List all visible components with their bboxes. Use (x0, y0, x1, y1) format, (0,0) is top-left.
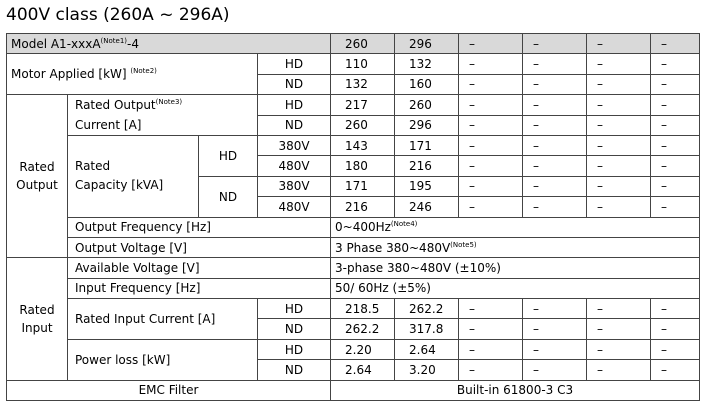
voltage-label: 480V (258, 156, 331, 176)
cell: 3.20 (395, 360, 459, 380)
mode-label: ND (258, 319, 331, 339)
cell: 110 (331, 54, 395, 74)
cell: – (523, 339, 587, 359)
cell: 216 (395, 156, 459, 176)
output-frequency-label: Output Frequency [Hz] (68, 217, 331, 237)
cell: 132 (395, 54, 459, 74)
cell: – (523, 299, 587, 319)
cell: 132 (331, 74, 395, 94)
cell: – (651, 74, 700, 94)
cell: – (651, 156, 700, 176)
cell: – (459, 176, 523, 196)
cell: – (587, 360, 651, 380)
cell: – (523, 135, 587, 155)
emc-label: EMC Filter (7, 380, 331, 400)
cell: 260 (331, 115, 395, 135)
mode-label: ND (258, 115, 331, 135)
rated-input-group-label: Rated Input (7, 258, 68, 380)
mode-label: ND (258, 360, 331, 380)
cell: – (651, 197, 700, 217)
cell: – (523, 319, 587, 339)
cell: 217 (331, 95, 395, 115)
cell: – (459, 54, 523, 74)
cell: 296 (395, 34, 459, 54)
cell: 171 (395, 135, 459, 155)
cell: 2.20 (331, 339, 395, 359)
cell: – (459, 156, 523, 176)
available-voltage-row (7, 258, 700, 278)
model-row (7, 34, 700, 54)
cell: – (587, 34, 651, 54)
cell: – (523, 156, 587, 176)
cell: – (459, 34, 523, 54)
cell: – (459, 299, 523, 319)
cell: – (651, 319, 700, 339)
cell: – (587, 156, 651, 176)
output-voltage-value: 3 Phase $380\sim 480V^{(Note5)}$ (331, 237, 700, 257)
mode-label: HD (258, 95, 331, 115)
cell: – (587, 54, 651, 74)
cell: – (587, 176, 651, 196)
cell: 143 (331, 135, 395, 155)
cell: – (459, 135, 523, 155)
spec-table (6, 33, 700, 401)
rated-output-current-nd (7, 115, 700, 135)
cell: 216 (331, 197, 395, 217)
cell: – (459, 95, 523, 115)
rated-capacity-label: Rated Capacity [kVA] (68, 135, 199, 217)
output-voltage-label: Output Voltage [V] (68, 237, 331, 257)
cell: – (523, 360, 587, 380)
cell: 260 (395, 95, 459, 115)
cell: – (651, 360, 700, 380)
input-current-hd (7, 299, 700, 319)
power-loss-hd (7, 339, 700, 359)
cell: – (523, 197, 587, 217)
mode-label: HD (199, 135, 258, 176)
motor-label: Motor Applied [kW] $^{(Note2)}$ (7, 54, 258, 95)
cell: – (587, 339, 651, 359)
cell: – (587, 319, 651, 339)
cell: – (523, 54, 587, 74)
rated-output-current-label-1: Rated Output$^{(Note3)}$ (68, 95, 258, 115)
cell: – (459, 339, 523, 359)
voltage-label: 380V (258, 135, 331, 155)
voltage-label: 380V (258, 176, 331, 196)
cell: – (651, 176, 700, 196)
cell: – (459, 360, 523, 380)
cell: – (587, 299, 651, 319)
cell: 260 (331, 34, 395, 54)
rated-output-current-hd (7, 95, 700, 115)
cell: 317.8 (395, 319, 459, 339)
emc-value: Built-in 61800-3 C3 (331, 380, 700, 400)
mode-label: HD (258, 299, 331, 319)
cell: – (459, 197, 523, 217)
power-loss-label: Power loss [kW] (68, 339, 258, 380)
cell: 195 (395, 176, 459, 196)
output-frequency-value: $0\sim 400Hz^{(Note4)}$ (331, 217, 700, 237)
model-label: Model A1-xxxA$^{(Note1)}$-4 (7, 34, 331, 54)
cell: – (459, 319, 523, 339)
mode-label: ND (258, 74, 331, 94)
rated-output-group-label: Rated Output (7, 95, 68, 258)
cell: – (587, 115, 651, 135)
cell: – (523, 95, 587, 115)
mode-label: HD (258, 54, 331, 74)
voltage-label: 480V (258, 197, 331, 217)
cell: 180 (331, 156, 395, 176)
cell: – (523, 115, 587, 135)
cell: 262.2 (331, 319, 395, 339)
cell: – (523, 74, 587, 94)
available-voltage-value: 3-phase 380~480V (±10%) (331, 258, 700, 278)
cell: – (651, 299, 700, 319)
output-voltage-row (7, 237, 700, 257)
cell: – (651, 339, 700, 359)
cell: – (651, 34, 700, 54)
cell: 2.64 (395, 339, 459, 359)
cell: – (587, 95, 651, 115)
cell: 296 (395, 115, 459, 135)
cell: – (651, 115, 700, 135)
cell: 262.2 (395, 299, 459, 319)
rated-output-current-label-2: Current [A] (68, 115, 258, 135)
cell: – (459, 115, 523, 135)
cell: – (523, 176, 587, 196)
cell: – (651, 135, 700, 155)
motor-row-hd (7, 54, 700, 74)
page-title: 400V class (260A ~ 296A) (6, 5, 230, 25)
rated-input-current-label: Rated Input Current [A] (68, 299, 258, 340)
output-frequency-row (7, 217, 700, 237)
cell: 171 (331, 176, 395, 196)
cell: – (651, 95, 700, 115)
input-frequency-label: Input Frequency [Hz] (68, 278, 331, 298)
mode-label: HD (258, 339, 331, 359)
emc-row (7, 380, 700, 400)
cell: 2.64 (331, 360, 395, 380)
cell: – (587, 135, 651, 155)
cell: – (459, 74, 523, 94)
input-frequency-value: 50/ 60Hz (±5%) (331, 278, 700, 298)
cell: 246 (395, 197, 459, 217)
input-frequency-row (7, 278, 700, 298)
cell: 160 (395, 74, 459, 94)
mode-label: ND (199, 176, 258, 217)
cell: 218.5 (331, 299, 395, 319)
cell: – (651, 54, 700, 74)
cell: – (523, 34, 587, 54)
available-voltage-label: Available Voltage [V] (68, 258, 331, 278)
cell: – (587, 74, 651, 94)
capacity-hd-380 (7, 135, 700, 155)
cell: – (587, 197, 651, 217)
